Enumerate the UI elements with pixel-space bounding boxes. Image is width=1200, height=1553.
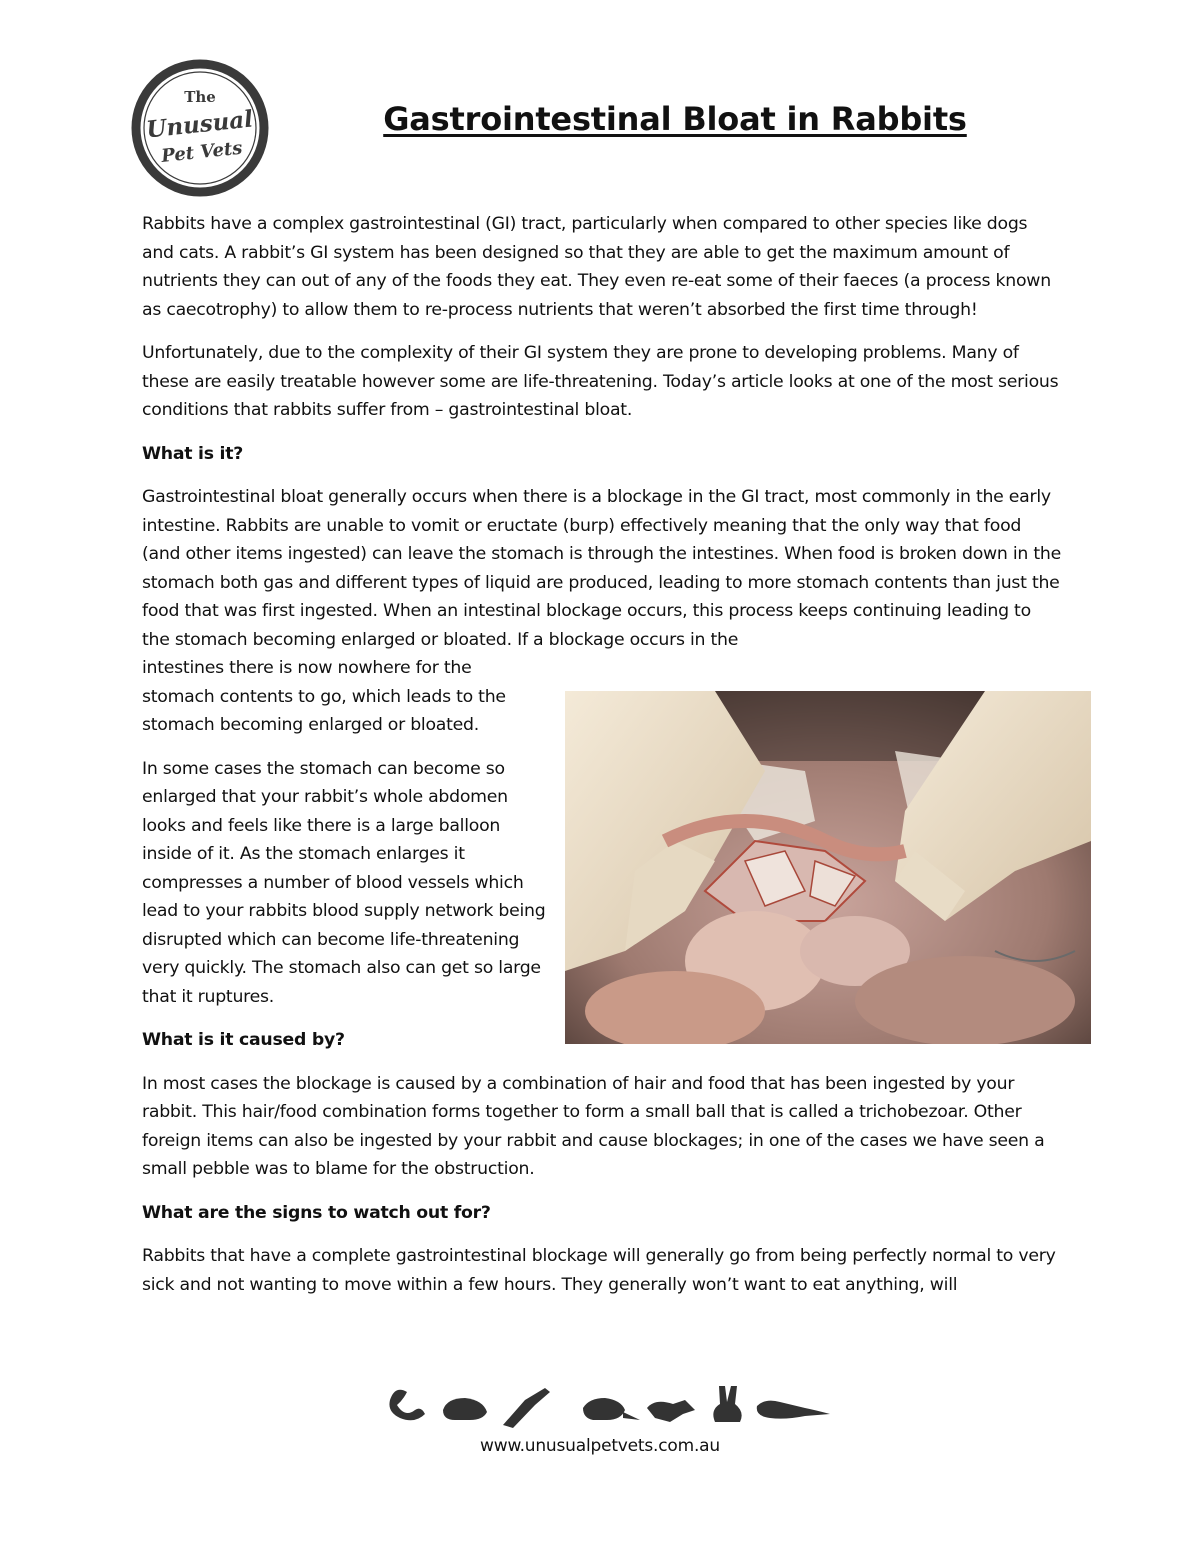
paragraph-complexity: Unfortunately, due to the complexity of their GI system they are prone to developing problems. Many of these are easily treatable however some are life-threatening. Today’s article looks at one of the most serious conditions that rabbits suffer from – gastrointestinal bloat. (142, 343, 1059, 420)
heading-causes: What is it caused by? (142, 1030, 345, 1050)
bird-icon (503, 1388, 550, 1428)
svg-text:The: The (184, 88, 216, 106)
paragraph-causes: In most cases the blockage is caused by a combination of hair and food that has been ingested by your rabbit. This hair/food combination forms together to form a small ball that is called a trichobezoar. Other foreign items can also be ingested by your rabbit and cause blockages; in one of the cases we have seen a small pebble was to blame for the obstruction. (142, 1073, 1045, 1179)
paragraph-signs: Rabbits that have a complete gastrointestinal blockage will generally go from being perfectly normal to very sick and not wanting to move within a few hours. They generally won’t want to eat anything, will (142, 1246, 1056, 1295)
snake-icon (389, 1390, 425, 1420)
guinea-pig-icon (443, 1398, 487, 1420)
svg-text:Pet Vets: Pet Vets (160, 137, 244, 167)
ferret-icon (757, 1401, 830, 1419)
lizard-icon (647, 1400, 695, 1422)
surgery-photo (565, 691, 1091, 1044)
paragraph-definition-continued: intestines there is now nowhere for the stomach contents to go, which leads to the stomach becoming enlarged or bloated. (142, 658, 506, 735)
heading-signs: What are the signs to watch out for? (142, 1202, 491, 1223)
rat-icon (583, 1398, 640, 1420)
heading-what-is-it: What is it? (142, 443, 243, 464)
website-url: www.unusualpetvets.com.au (480, 1436, 720, 1456)
svg-text:Unusual: Unusual (145, 105, 255, 144)
page-title: Gastrointestinal Bloat in Rabbits (383, 100, 967, 138)
rabbit-icon (713, 1386, 741, 1422)
paragraph-enlargement: In some cases the stomach can become so enlarged that your rabbit’s whole abdomen looks and feels like there is a large balloon inside of it. As the stomach enlarges it compresses a number of blood vessels which lead to your rabbits blood supply network being disrupted which can become life-threatening very quickly. The stomach also can get so large that it ruptures. (142, 758, 546, 1007)
paragraph-intro: Rabbits have a complex gastrointestinal (GI) tract, particularly when compared to other species like dogs and cats. A rabbit’s GI system has been designed so that they are able to get the maximum amount of nutrients they can out of any of the foods they eat. They even re-eat some of their faeces (a process known as caecotrophy) to allow them to re-process nutrients that weren’t absorbed the first time through! (142, 214, 1051, 320)
paragraph-definition: Gastrointestinal bloat generally occurs when there is a blockage in the GI tract, most commonly in the early intestine. Rabbits are unable to vomit or eructate (burp) effectively meaning that the only way that food (and other items ingested) can leave the stomach is through the intestines. When food is broken down in the stomach both gas and different types of liquid are produced, leading to more stomach contents than just the food that was first ingested. When an intestinal blockage occurs, this process keeps continuing leading to the stomach becoming enlarged or bloated. If a blockage occurs in the (142, 487, 1061, 650)
animal-silhouettes-decoration (385, 1380, 835, 1430)
